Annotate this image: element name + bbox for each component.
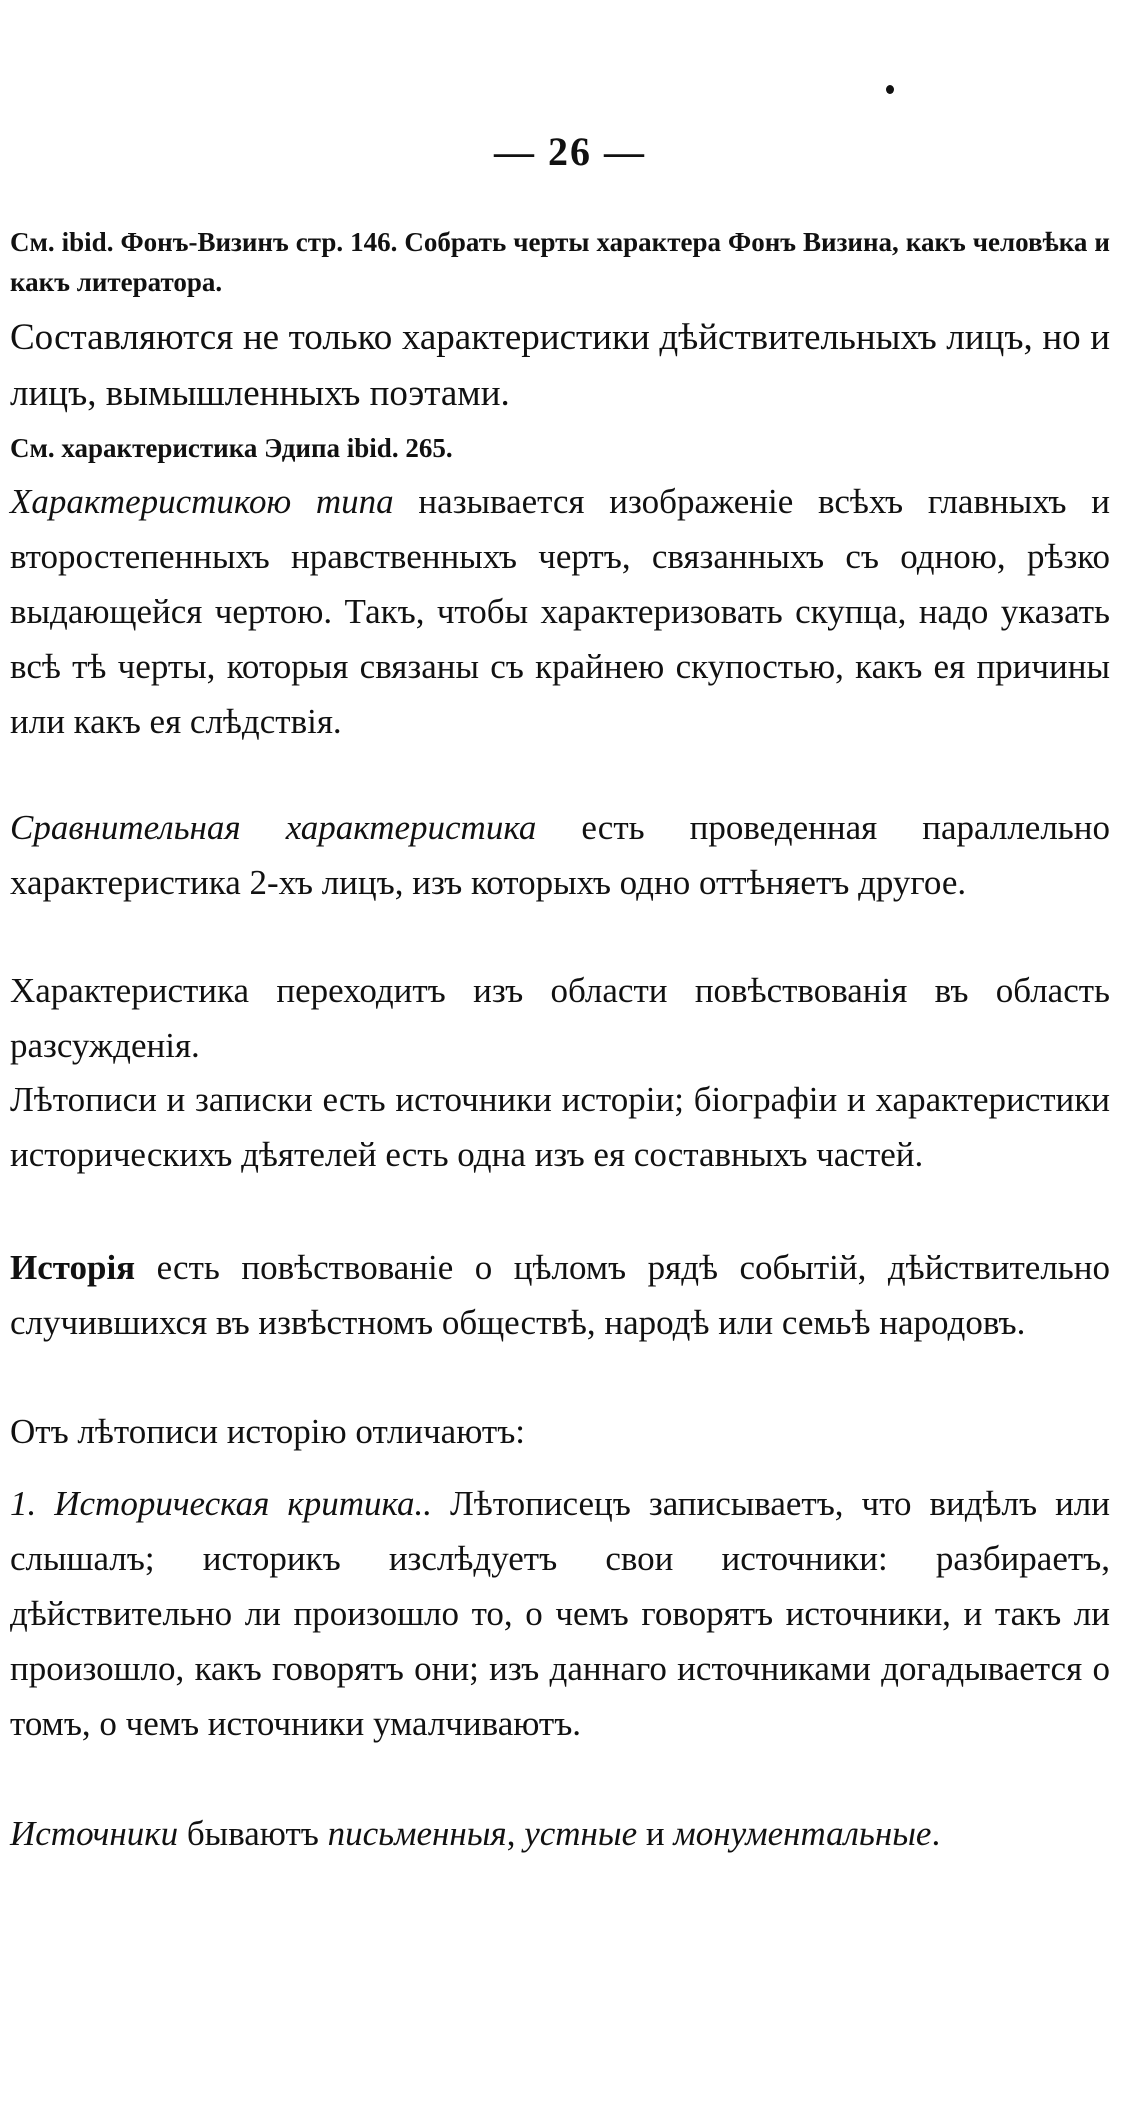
ink-speck bbox=[886, 85, 894, 94]
paragraph-history-definition bbox=[0, 1240, 1110, 1350]
footnote-oedipus bbox=[0, 428, 1110, 468]
paragraph-source-kinds bbox=[0, 1806, 1110, 1861]
paragraph-text: Отъ лѣтописи исторію отличаютъ: bbox=[10, 1412, 526, 1451]
paragraph-text: Лѣтописецъ записываетъ, что видѣлъ или слышалъ; историкъ изслѣдуетъ свои источники: разбираетъ, дѣйствительно ли произошло то, о чемъ говорятъ источники, и такъ ли произошло, какъ говорятъ они; изъ даннаго источниками догадывается о томъ, о чемъ источники умалчиваютъ. bbox=[10, 1484, 1110, 1743]
paragraph-text: есть повѣствованіе о цѣломъ рядѣ событій, дѣйствительно случившихся въ извѣстномъ обществѣ, народѣ или семьѣ народовъ. bbox=[10, 1248, 1110, 1342]
paragraph-comparative-characteristic bbox=[0, 800, 1110, 910]
paragraph-history-distinguish bbox=[0, 1404, 1110, 1459]
paragraph-text: есть проведенная параллельно характеристика 2-хъ лицъ, изъ которыхъ одно оттѣняетъ другое. bbox=[10, 808, 1110, 902]
paragraph-chronicles-sources bbox=[0, 1072, 1110, 1182]
term-italic: Сравнительная характеристика bbox=[10, 808, 537, 847]
term-italic: 1. Историческая критика.. bbox=[10, 1484, 433, 1523]
paragraph-text: бываютъ bbox=[178, 1814, 328, 1853]
page-number: — 26 — bbox=[494, 129, 646, 174]
paragraph-characteristic-transition bbox=[0, 963, 1110, 1073]
paragraph-historical-criticism bbox=[0, 1476, 1110, 1751]
term-italic: письменныя bbox=[327, 1814, 507, 1853]
paragraph-text: и bbox=[637, 1814, 674, 1853]
paragraph-text: называется изображеніе всѣхъ главныхъ и второстепенныхъ нравственныхъ чертъ, связанныхъ съ одною, рѣзко выдающейся чертою. Такъ, чтобы характеризовать скупца, надо указать всѣ тѣ черты, которыя связаны съ крайнею скупостью, какъ ея причины или какъ ея слѣдствія. bbox=[10, 482, 1110, 741]
footnote-text: См. ibid. Фонъ-Визинъ стр. 146. Собрать черты характера Фонъ Визина, какъ человѣка и какъ литератора. bbox=[10, 227, 1110, 297]
paragraph-text: Характеристика переходитъ изъ области повѣствованія въ область разсужденія. bbox=[10, 971, 1110, 1065]
term-italic: Источники bbox=[10, 1814, 179, 1853]
term-italic: Характеристикою типа bbox=[10, 482, 394, 521]
footnote-fonvizin bbox=[0, 222, 1110, 302]
term-bold: Исторія bbox=[10, 1248, 136, 1287]
paragraph-text: Лѣтописи и записки есть источники исторіи; біографіи и характеристики историческихъ дѣятелей есть одна изъ ея составныхъ частей. bbox=[10, 1080, 1110, 1174]
paragraph-text: . bbox=[931, 1814, 941, 1853]
paragraph-type-characteristic bbox=[0, 474, 1110, 749]
footnote-text: См. характеристика Эдипа ibid. 265. bbox=[10, 433, 453, 463]
paragraph-text: , bbox=[506, 1814, 525, 1853]
term-italic: монументальные bbox=[673, 1814, 932, 1853]
paragraph-text: Составляются не только характеристики дѣйствительныхъ лицъ, но и лицъ, вымышленныхъ поэтами. bbox=[10, 317, 1110, 414]
term-italic: устные bbox=[524, 1814, 638, 1853]
paragraph-characteristics-fictional bbox=[0, 310, 1110, 422]
